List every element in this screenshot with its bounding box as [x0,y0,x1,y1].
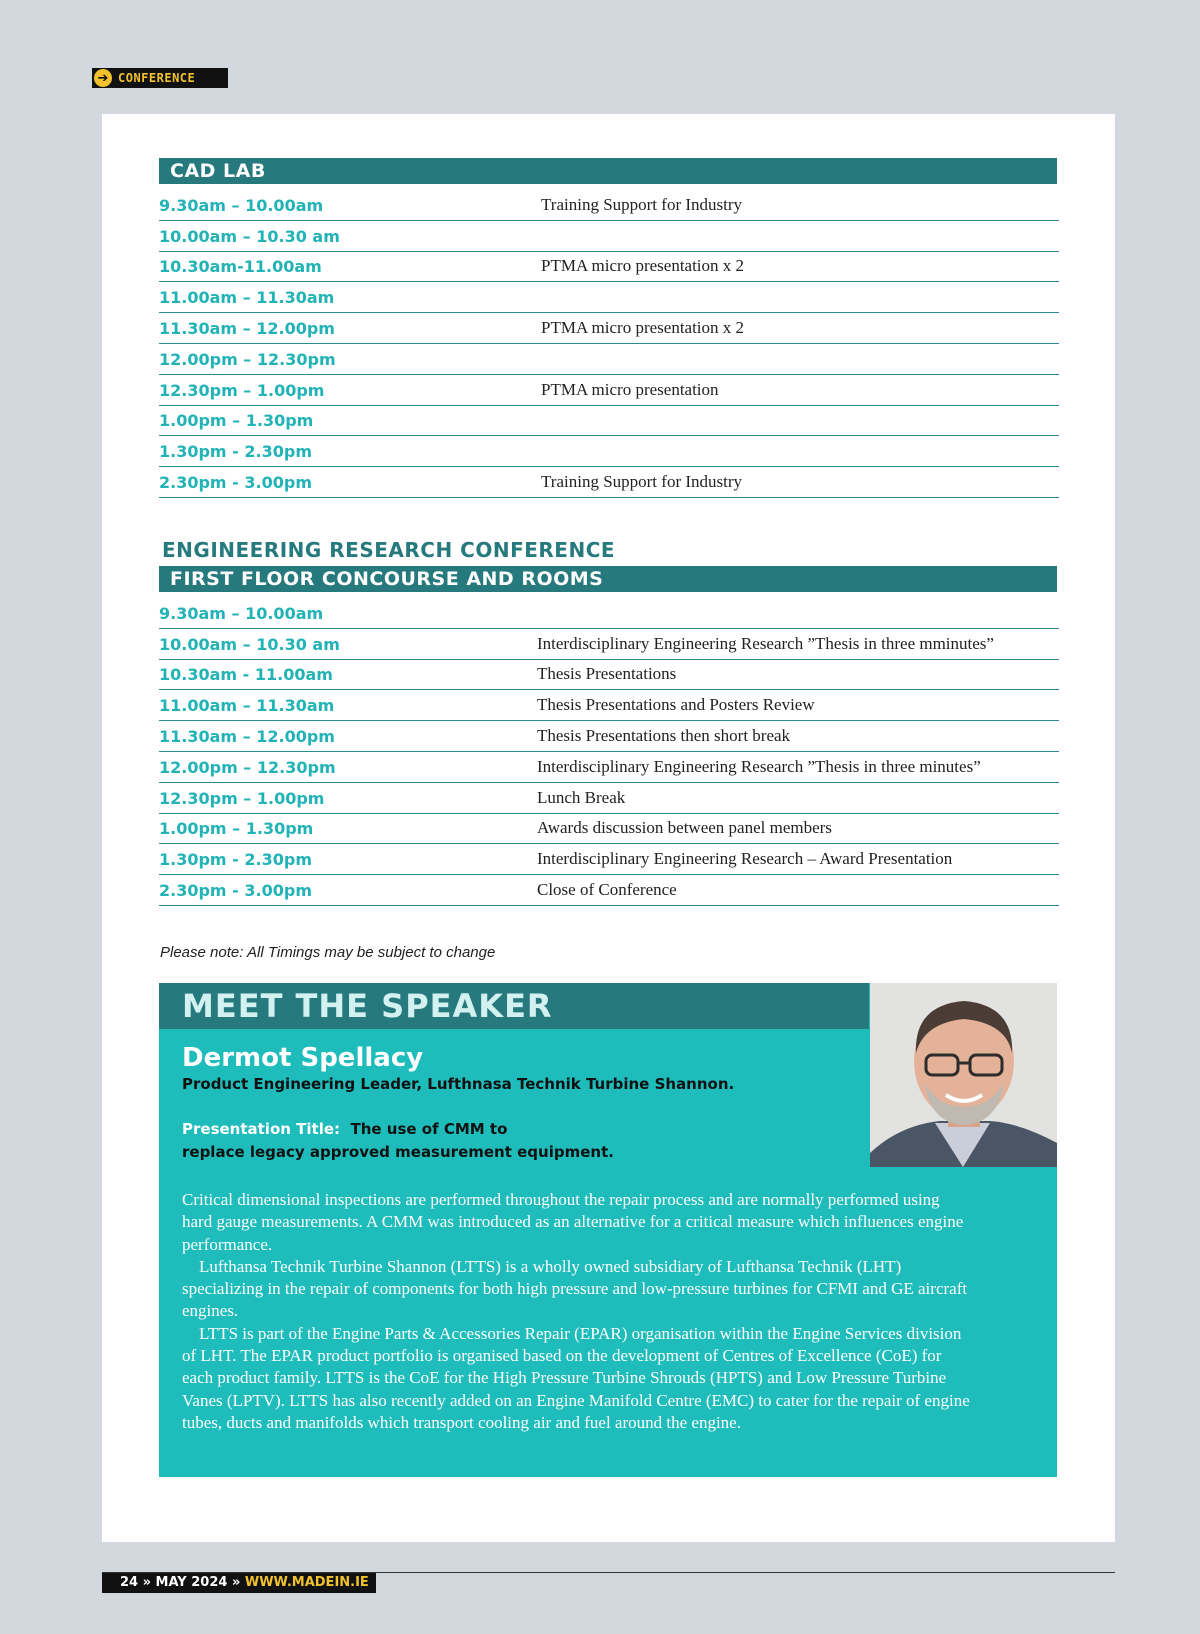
schedule-activity: Lunch Break [537,787,626,807]
schedule-activity: Thesis Presentations and Posters Review [537,695,815,715]
research-subheading: FIRST FLOOR CONCOURSE AND ROOMS [159,566,1057,592]
bio-paragraph: Critical dimensional inspections are performed throughout the repair process and are normally performed using hard gauge measurements. A CMM was introduced as an alternative for a critical measure which influences engine performance. [182,1190,964,1254]
schedule-time: 9.30am – 10.00am [159,603,324,623]
schedule-row [159,190,1059,221]
schedule-time: 10.30am-11.00am [159,257,322,277]
schedule-time: 10.00am – 10.30 am [159,226,340,246]
schedule-activity: Thesis Presentations [537,664,677,684]
schedule-activity: Training Support for Industry [541,471,743,491]
schedule-time: 10.30am - 11.00am [159,665,333,685]
schedule-row [159,598,1059,629]
speaker-name: Dermot Spellacy [182,1043,424,1073]
research-schedule [159,598,1059,906]
speaker-portrait-image [870,983,1057,1167]
schedule-time: 1.30pm - 2.30pm [159,850,312,870]
page-footer [102,1573,376,1593]
schedule-row [159,875,1059,906]
schedule-time: 11.00am – 11.30am [159,288,335,308]
footer-url[interactable]: WWW.MADEIN.IE [244,1575,369,1590]
presentation-title [182,1118,682,1164]
schedule-row [159,783,1059,814]
schedule-time: 11.30am – 12.00pm [159,726,335,746]
schedule-time: 12.00pm – 12.30pm [159,349,336,369]
schedule-time: 11.30am – 12.00pm [159,318,335,338]
schedule-row [159,752,1059,783]
bio-paragraph: LTTS is part of the Engine Parts & Accessories Repair (EPAR) organisation within the Engine Services division of LHT. The EPAR product portfolio is organised based on the development of Centres of Excellence (CoE) for each product family. LTTS is the CoE for the High Pressure Turbine Shrouds (HPTS) and Low Pressure Turbine Vanes (LPTV). LTTS has also recently added on an Engine Manifold Centre (EMC) to cater for the repair of engine tubes, ducts and manifolds which transport cooling air and fuel around the engine. [182,1323,970,1432]
schedule-row [159,629,1059,660]
schedule-row [159,406,1059,437]
schedule-time: 2.30pm - 3.00pm [159,472,312,492]
schedule-activity: Awards discussion between panel members [537,818,832,838]
schedule-activity: Close of Conference [537,879,677,899]
schedule-time: 12.00pm – 12.30pm [159,757,336,777]
schedule-activity: PTMA micro presentation [541,379,719,399]
schedule-time: 11.00am – 11.30am [159,696,335,716]
schedule-row [159,660,1059,691]
cad-lab-schedule [159,190,1059,498]
schedule-row [159,344,1059,375]
speaker-heading: MEET THE SPEAKER [159,983,869,1029]
presentation-title-line1: The use of CMM to [350,1120,508,1138]
schedule-time: 9.30am – 10.00am [159,195,324,215]
schedule-activity: PTMA micro presentation x 2 [541,317,745,337]
schedule-row [159,313,1059,344]
presentation-title-label: Presentation Title: [182,1120,341,1138]
section-badge [92,68,228,88]
schedule-time: 1.30pm - 2.30pm [159,442,312,462]
speaker-box [159,983,1057,1477]
schedule-activity: Interdisciplinary Engineering Research ”Thesis in three minutes” [537,756,981,776]
section-badge-label: CONFERENCE [118,71,196,85]
schedule-activity: Thesis Presentations then short break [537,725,791,745]
schedule-row [159,814,1059,845]
timing-note: Please note: All Timings may be subject to change [160,944,496,961]
presentation-title-line2: replace legacy approved measurement equipment. [182,1143,614,1161]
page-content [102,114,1115,1542]
schedule-time: 12.30pm – 1.00pm [159,380,325,400]
schedule-time: 2.30pm - 3.00pm [159,880,312,900]
schedule-row [159,375,1059,406]
schedule-activity: PTMA micro presentation x 2 [541,256,745,276]
schedule-row [159,721,1059,752]
schedule-time: 10.00am – 10.30 am [159,634,340,654]
footer-page-info: 24 » MAY 2024 » [120,1575,245,1590]
schedule-row [159,221,1059,252]
schedule-time: 12.30pm – 1.00pm [159,788,325,808]
schedule-row [159,436,1059,467]
speaker-bio [182,1189,972,1434]
arrow-right-icon: ➔ [94,69,112,87]
speaker-photo [870,983,1057,1167]
schedule-row [159,844,1059,875]
schedule-row [159,467,1059,498]
schedule-time: 1.00pm – 1.30pm [159,411,314,431]
schedule-time: 1.00pm – 1.30pm [159,819,314,839]
schedule-row [159,690,1059,721]
schedule-row [159,252,1059,283]
research-heading: ENGINEERING RESEARCH CONFERENCE [162,538,616,562]
bio-paragraph: Lufthansa Technik Turbine Shannon (LTTS) is a wholly owned subsidiary of Lufthansa Technik (LHT) specializing in the repair of components for both high pressure and low-pressure turbines for CFMI and GE aircraft engines. [182,1256,968,1321]
schedule-activity: Interdisciplinary Engineering Research ”Thesis in three mminutes” [537,633,994,653]
cad-lab-title: CAD LAB [159,158,1057,184]
schedule-activity: Interdisciplinary Engineering Research – Award Presentation [537,849,953,869]
schedule-row [159,282,1059,313]
schedule-activity: Training Support for Industry [541,194,743,214]
speaker-role: Product Engineering Leader, Lufthnasa Technik Turbine Shannon. [182,1075,735,1093]
